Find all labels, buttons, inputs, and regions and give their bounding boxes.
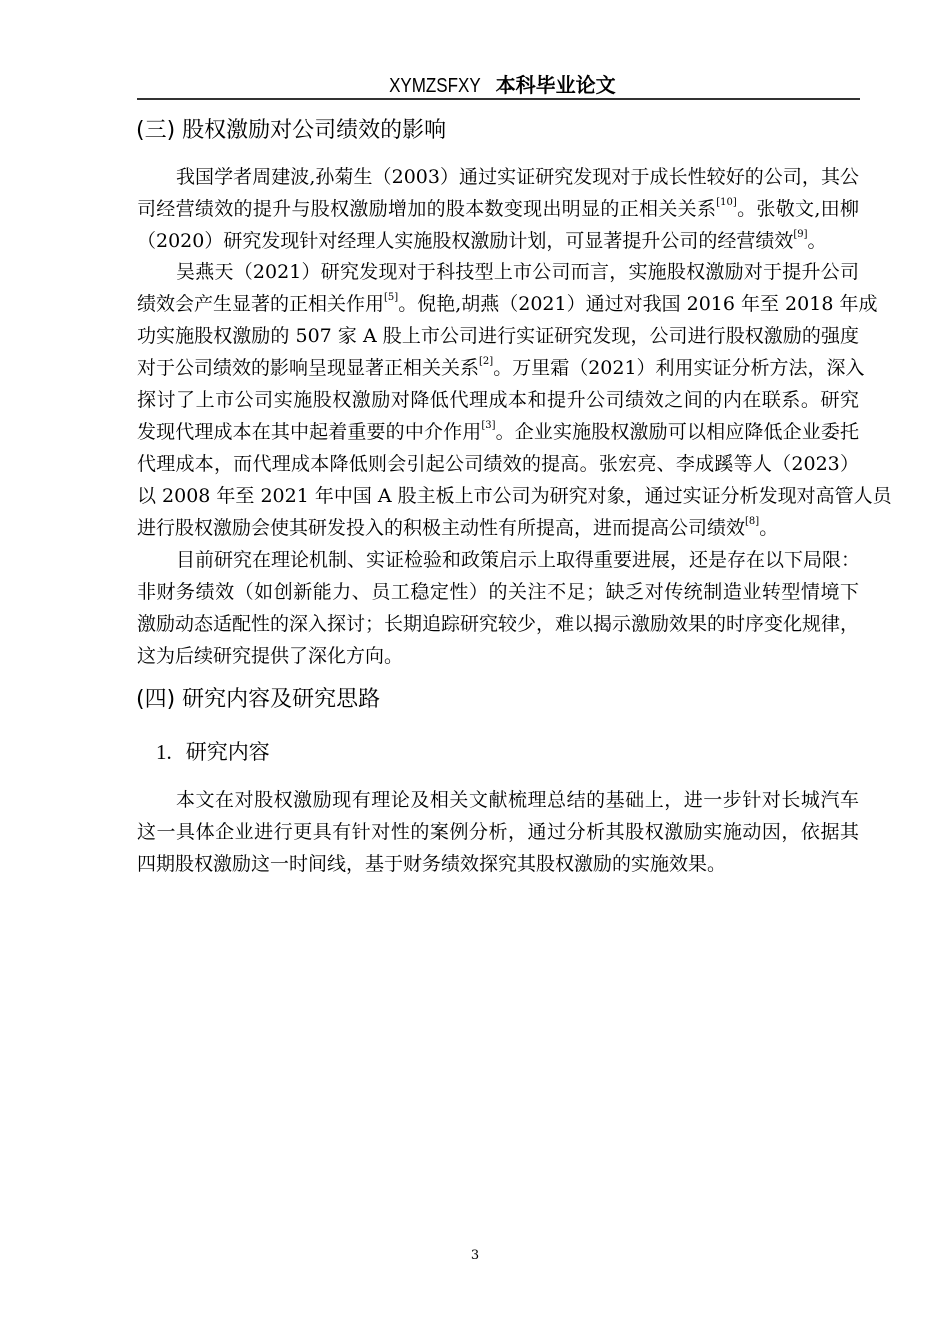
text-segment: 对于公司绩效的影响呈现显著正相关关系 — [137, 357, 480, 379]
citation: [10] — [716, 197, 737, 208]
citation: [5] — [384, 292, 399, 303]
text-segment: 代理成本，而代理成本降低则会引起公司绩效的提高。张宏亮、李成蹊等人（2023） — [137, 453, 859, 475]
text-segment: 四期股权激励这一时间线，基于财务绩效探究其股权激励的实施效果。 — [137, 853, 727, 875]
text-segment: 。企业实施股权激励可以相应降低企业委托 — [495, 421, 859, 443]
text-segment: 进行股权激励会使其研发投入的积极主动性有所提高，进而提高公司绩效 — [137, 517, 746, 539]
text-line — [137, 512, 859, 544]
text-segment: 这为后续研究提供了深化方向。 — [137, 645, 404, 667]
text-segment: 绩效会产生显著的正相关作用 — [137, 293, 385, 315]
section-heading-4: (四) 研究内容及研究思路 — [136, 687, 381, 712]
text-line — [137, 816, 859, 848]
text-line — [137, 576, 859, 608]
text-segment: 。 — [759, 517, 779, 539]
text-segment: 司经营绩效的提升与股权激励增加的股本数变现出明显的正相关关系 — [137, 198, 717, 220]
text-segment: 以 2008 年至 2021 年中国 A 股主板上市公司为研究对象，通过实证分析发现对高管人员 — [137, 485, 892, 507]
text-segment: 我国学者周建波,孙菊生（2003）通过实证研究发现对于成长性较好的公司，其公 — [176, 166, 859, 188]
text-line — [137, 384, 859, 416]
header-rule — [137, 98, 860, 100]
text-line — [137, 225, 859, 257]
subsection-number: 1. — [156, 740, 172, 764]
citation: [3] — [481, 420, 496, 431]
text-line — [137, 288, 878, 320]
paragraph — [137, 784, 859, 880]
text-segment: 发现代理成本在其中起着重要的中介作用 — [137, 421, 482, 443]
text-line — [137, 161, 859, 193]
header-title: 本科毕业论文 — [495, 73, 616, 97]
header-code: XYMZSFXY — [389, 75, 482, 97]
text-line — [137, 320, 859, 352]
text-segment: 激励动态适配性的深入探讨；长期追踪研究较少，难以揭示激励效果的时序变化规律， — [137, 613, 860, 635]
subsection-heading — [156, 737, 270, 767]
section-heading-3: (三) 股权激励对公司绩效的影响 — [136, 118, 447, 143]
text-segment: 。张敬文,田柳 — [736, 198, 859, 220]
text-line — [137, 784, 859, 816]
text-segment: 本文在对股权激励现有理论及相关文献梳理总结的基础上，进一步针对长城汽车 — [176, 789, 859, 811]
paragraph — [137, 161, 859, 257]
text-line — [137, 480, 892, 512]
paragraph — [137, 256, 892, 544]
page-header — [137, 70, 860, 101]
text-line — [137, 448, 859, 480]
text-segment: 这一具体企业进行更具有针对性的案例分析，通过分析其股权激励实施动因，依据其 — [137, 821, 859, 843]
text-line — [137, 608, 859, 640]
citation: [2] — [479, 356, 494, 367]
page-number: 3 — [470, 1248, 480, 1263]
text-line — [137, 544, 859, 576]
citation: [8] — [745, 516, 760, 527]
text-segment: （2020）研究发现针对经理人实施股权激励计划，可显著提升公司的经营绩效 — [137, 230, 794, 252]
text-line — [137, 848, 859, 880]
text-segment: 非财务绩效（如创新能力、员工稳定性）的关注不足；缺乏对传统制造业转型情境下 — [137, 581, 859, 603]
subsection-title: 研究内容 — [185, 740, 270, 764]
text-line — [137, 416, 859, 448]
paragraph — [137, 544, 859, 672]
text-segment: 探讨了上市公司实施股权激励对降低代理成本和提升公司绩效之间的内在联系。研究 — [137, 389, 859, 411]
text-segment: 目前研究在理论机制、实证检验和政策启示上取得重要进展，还是存在以下局限： — [176, 549, 861, 571]
text-segment: 功实施股权激励的 507 家 A 股上市公司进行实证研究发现，公司进行股权激励的强度 — [137, 325, 859, 347]
text-segment: 。万里霜（2021）利用实证分析方法，深入 — [493, 357, 865, 379]
text-line — [137, 352, 865, 384]
text-line — [137, 256, 859, 288]
text-line — [137, 193, 859, 225]
text-line — [137, 640, 859, 672]
citation: [9] — [793, 229, 808, 240]
text-segment: 。 — [807, 230, 827, 252]
text-segment: 吴燕天（2021）研究发现对于科技型上市公司而言，实施股权激励对于提升公司 — [176, 261, 859, 283]
text-segment: 。倪艳,胡燕（2021）通过对我国 2016 年至 2018 年成 — [398, 293, 878, 315]
